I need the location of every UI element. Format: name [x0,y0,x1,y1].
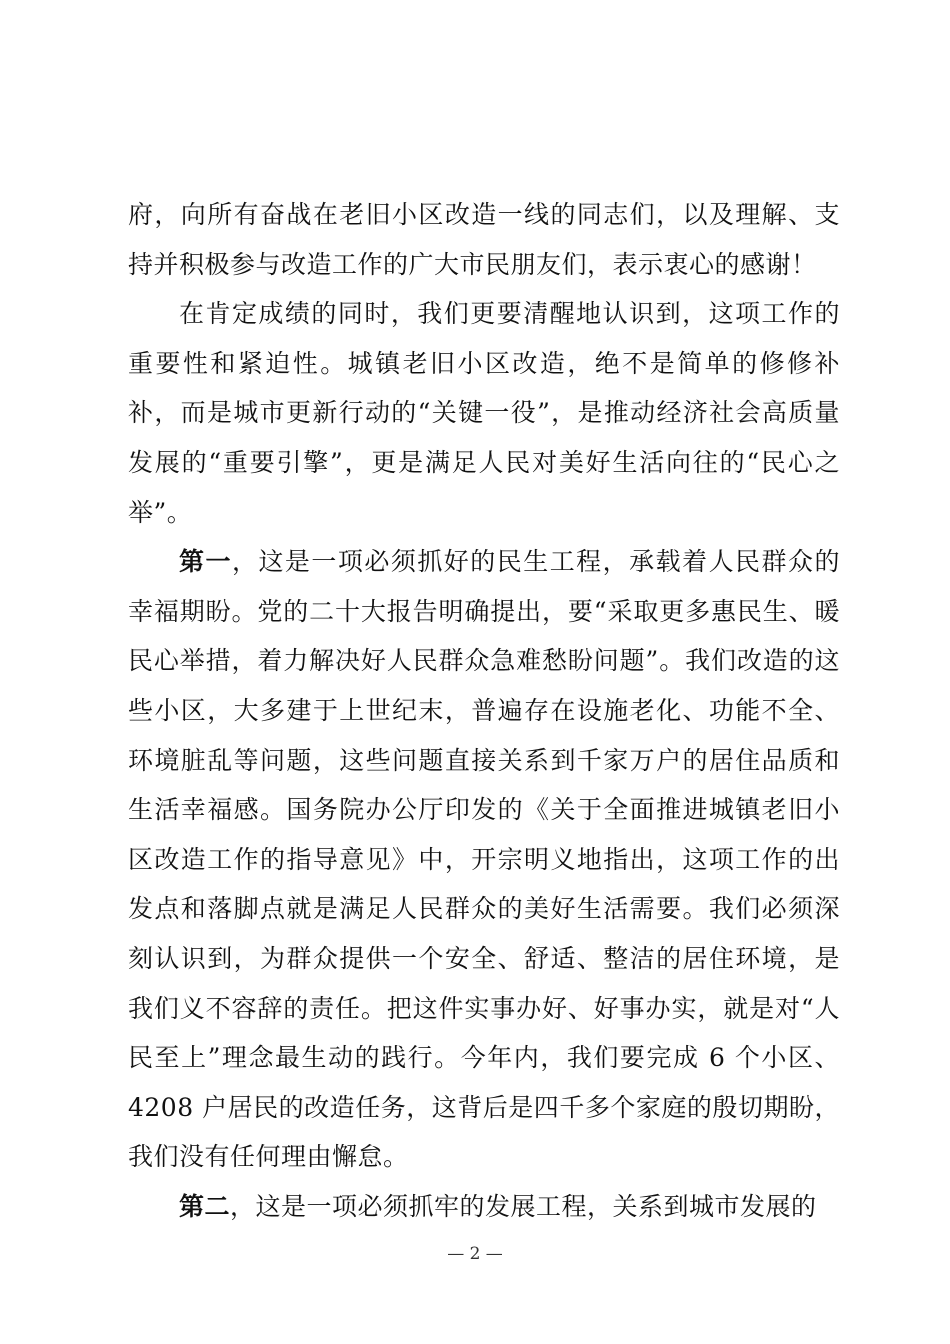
paragraph-continuation [128,190,840,289]
paragraph-importance [128,289,840,537]
paragraph-text: ，这是一项必须抓牢的发展工程，关系到城市发展的 [230,1191,817,1221]
paragraph-text: 在肯定成绩的同时，我们更要清醒地认识到，这项工作的重要性和紧迫性。城镇老旧小区改造，绝不是简单的修修补补，而是城市更新行动的“关键一役”，是推动经济社会高质量发展的“重要引擎”，更是满足人民对美好生活向往的“民心之举”。 [128,299,840,527]
paragraph-lead: 第二 [179,1191,231,1221]
paragraph-lead: 第一 [179,547,232,577]
page-number: — 2 — [447,1244,503,1264]
paragraph-second-point [128,1182,840,1232]
paragraph-text: ，这是一项必须抓好的民生工程，承载着人民群众的幸福期盼。党的二十大报告明确提出，要“采取更多惠民生、暖民心举措，着力解决好人民群众急难愁盼问题”。我们改造的这些小区，大多建于上世纪末，普遍存在设施老化、功能不全、环境脏乱等问题，这些问题直接关系到千家万户的居住品质和生活幸福感。国务院办公厅印发的《关于全面推进城镇老旧小区改造工作的指导意见》中，开宗明义地指出，这项工作的出发点和落脚点就是满足人民群众的美好生活需要。我们必须深刻认识到，为群众提供一个安全、舒适、整洁的居住环境，是我们义不容辞的责任。把这件实事办好、好事办实，就是对“人民至上”理念最生动的践行。今年内，我们要完成 6 个小区、4208 户居民的改造任务，这背后是四千多个家庭的殷切期盼，我们没有任何理由懈怠。 [128,547,840,1172]
paragraph-first-point [128,537,840,1182]
paragraph-text: 府，向所有奋战在老旧小区改造一线的同志们，以及理解、支持并积极参与改造工作的广大市民朋友们，表示衷心的感谢！ [128,200,840,279]
document-body [128,190,840,1231]
